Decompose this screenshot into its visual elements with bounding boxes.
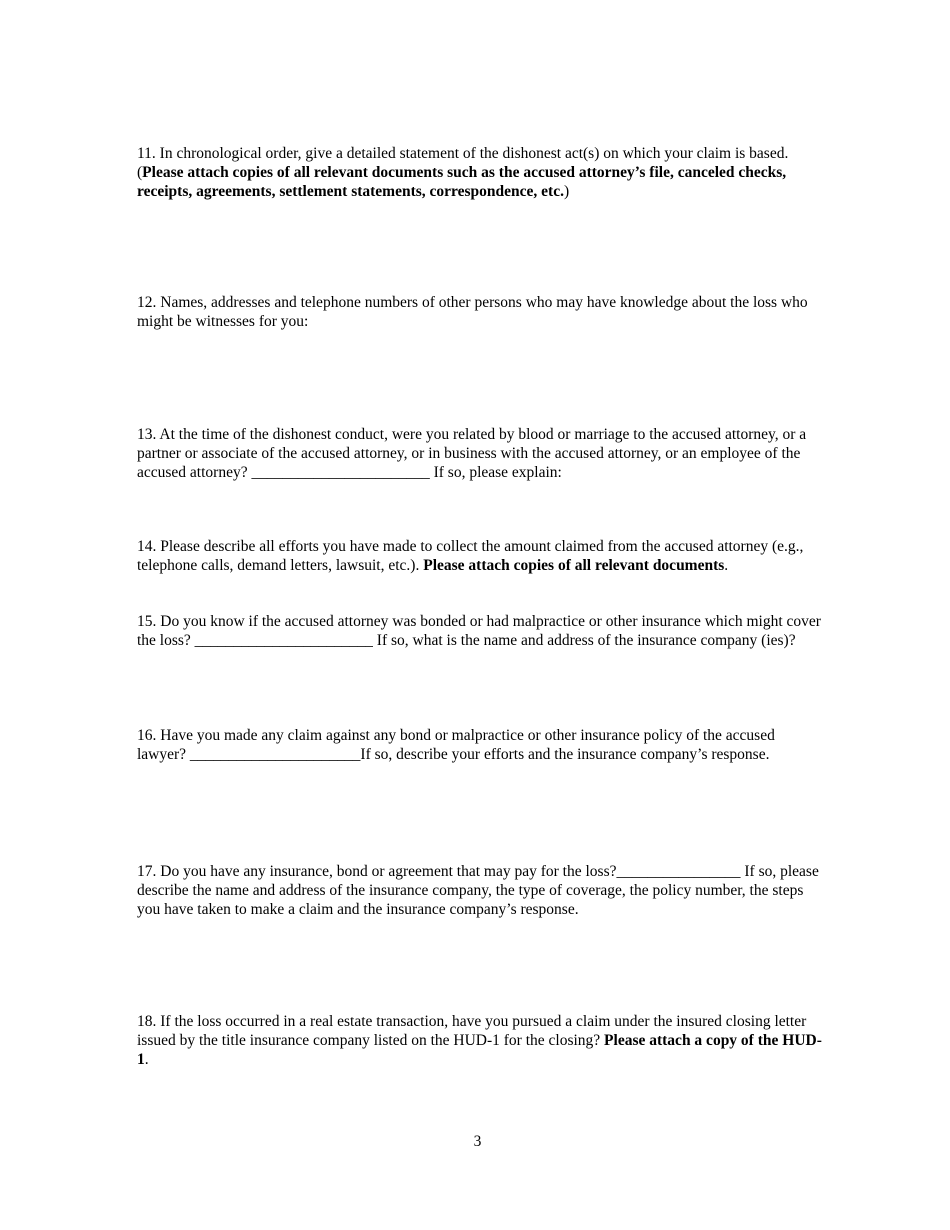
question-13 (137, 425, 823, 482)
question-16 (137, 726, 823, 764)
question-14-suffix: . (724, 557, 729, 574)
question-18-text: 18. If the loss occurred in a real estate transaction, have you pursued a claim under the insured closing letter issued by the title insurance company listed on the HUD-1 for the closing? (137, 1013, 807, 1049)
question-13-text: 13. At the time of the dishonest conduct, were you related by blood or marriage to the accused attorney, or a partner or associate of the accused attorney, or in business with the accused attorney, or an employee of the accused attorney? _______________________ If so, please explain: (137, 426, 807, 481)
question-18 (137, 1012, 823, 1069)
question-11-bold-instruction: Please attach copies of all relevant documents such as the accused attorney’s file, canceled checks, receipts, agreements, settlement statements, correspondence, etc. (137, 164, 787, 200)
question-12 (137, 293, 823, 331)
question-12-text: 12. Names, addresses and telephone numbers of other persons who may have knowledge about the loss who might be witnesses for you: (137, 294, 808, 330)
question-18-bold-instruction: Please attach a copy of the HUD-1 (137, 1032, 822, 1068)
question-11-suffix: ) (563, 183, 570, 200)
question-18-suffix: . (144, 1051, 149, 1068)
question-17-text: 17. Do you have any insurance, bond or agreement that may pay for the loss?________________ If so, please describe the name and address of the insurance company, the type of coverage, the policy number, the steps you have taken to make a claim and the insurance company’s response. (137, 863, 819, 918)
page-number: 3 (473, 1133, 482, 1150)
question-11-text: 11. In chronological order, give a detailed statement of the dishonest act(s) on which your claim is based. ( (137, 145, 789, 181)
question-16-text: 16. Have you made any claim against any bond or malpractice or other insurance policy of the accused lawyer? ______________________If so, describe your efforts and the insurance company’s response. (137, 727, 775, 763)
question-15 (137, 612, 823, 650)
question-14 (137, 537, 823, 575)
question-14-text: 14. Please describe all efforts you have made to collect the amount claimed from the accused attorney (e.g., telephone calls, demand letters, lawsuit, etc.). (137, 538, 804, 574)
question-11 (137, 144, 823, 201)
question-14-bold-instruction: Please attach copies of all relevant documents (423, 557, 725, 574)
question-17 (137, 862, 823, 919)
question-15-text: 15. Do you know if the accused attorney was bonded or had malpractice or other insurance which might cover the loss? _______________________ If so, what is the name and address of the insurance company (ies)? (137, 613, 821, 649)
